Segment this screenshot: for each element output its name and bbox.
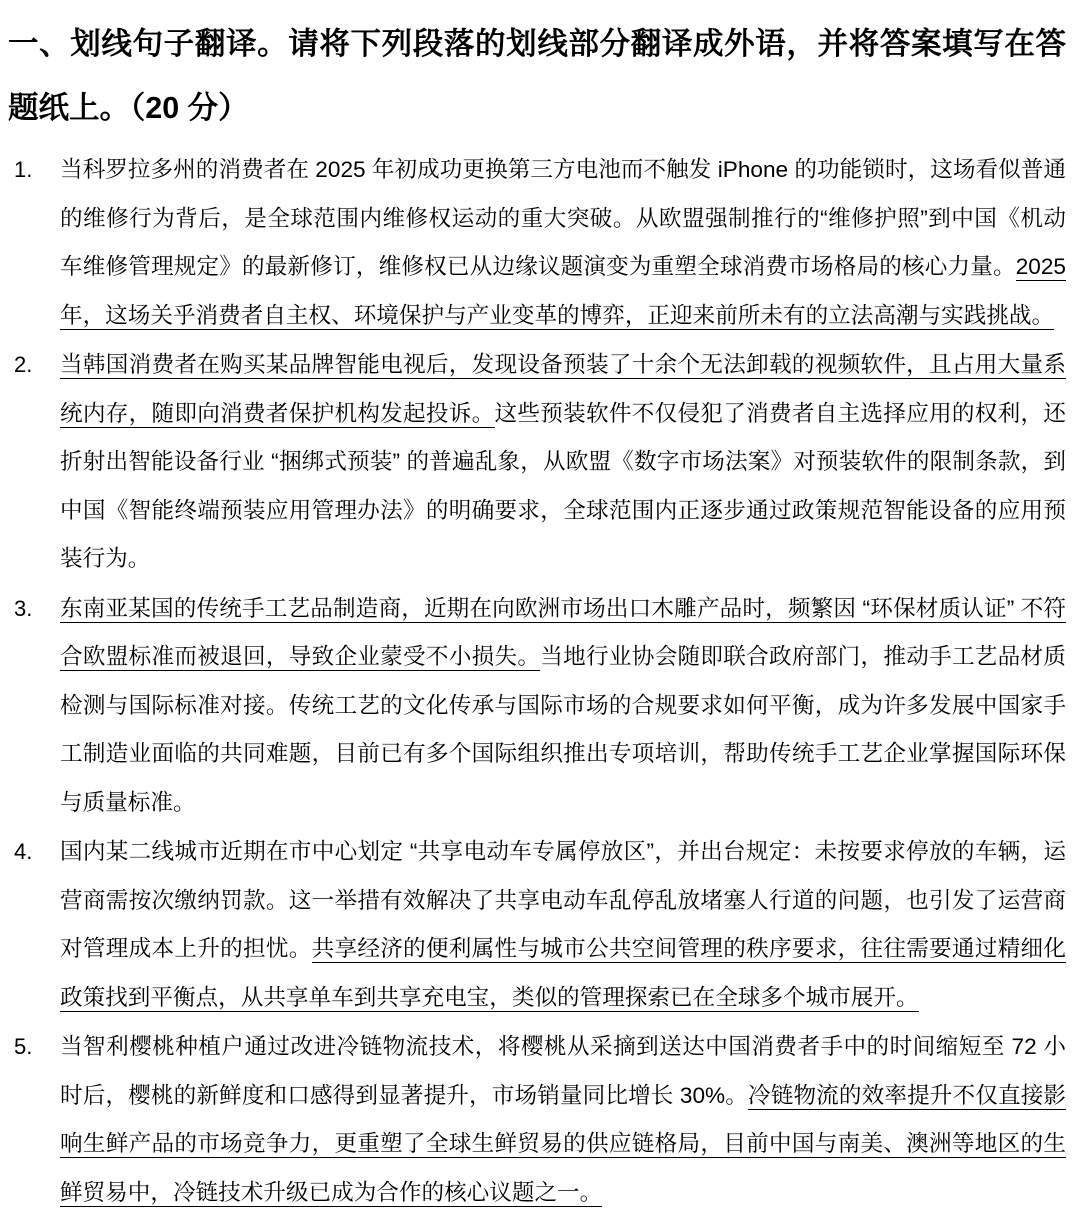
question-item-1 <box>6 146 1066 340</box>
plain-text-before: 当科罗拉多州的消费者在 2025 年初成功更换第三方电池而不触发 iPhone 的功能锁时，这场看似普通的维修行为背后，是全球范围内维修权运动的重大突破。从欧盟强制推行的“维修护照”到中国《机动车维修管理规定》的最新修订，维修权已从边缘议题演变为重塑全球消费市场格局的核心力量。 <box>60 157 1066 279</box>
question-number: 2. <box>14 352 33 377</box>
question-text <box>60 828 1066 1022</box>
underlined-text: 当韩国消费者在购买某品牌智能电视后，发现设备预装了十余个无法卸载的视频软件，且占用大量系统内存，随即向消费者保护机构发起投诉。 <box>60 352 1066 426</box>
question-number: 1. <box>14 157 33 182</box>
question-text <box>60 146 1066 340</box>
plain-text-before: 国内某二线城市近期在市中心划定 “共享电动车专属停放区”，并出台规定：未按要求停放的车辆，运营商需按次缴纳罚款。这一举措有效解决了共享电动车乱停乱放堵塞人行道的问题，也引发了运营商对管理成本上升的担忧。 <box>60 839 1066 961</box>
plain-text-after: 这些预装软件不仅侵犯了消费者自主选择应用的权利，还折射出智能设备行业 “捆绑式预装” 的普遍乱象，从欧盟《数字市场法案》对预装软件的限制条款，到中国《智能终端预装应用管理办法》的明确要求，全球范围内正逐步通过政策规范智能设备的应用预装行为。 <box>60 400 1067 571</box>
question-item-2 <box>6 341 1066 584</box>
underlined-text: 2025 年，这场关乎消费者自主权、环境保护与产业变革的博弈，正迎来前所未有的立法高潮与实践挑战。 <box>60 254 1066 328</box>
question-text <box>60 1023 1066 1217</box>
question-number: 5. <box>14 1034 33 1059</box>
question-list <box>6 146 1066 1217</box>
question-item-4 <box>6 828 1066 1022</box>
question-text <box>60 585 1066 828</box>
plain-text-before: 当智利樱桃种植户通过改进冷链物流技术，将樱桃从采摘到送达中国消费者手中的时间缩短至 72 小时后，樱桃的新鲜度和口感得到显著提升，市场销量同比增长 30%。 <box>60 1034 1066 1108</box>
question-number: 3. <box>14 595 33 621</box>
question-item-3 <box>6 585 1066 828</box>
section-heading: 一、划线句子翻译。请将下列段落的划线部分翻译成外语，并将答案填写在答题纸上。（20 分） <box>8 27 1066 125</box>
plain-text-after: 当地行业协会随即联合政府部门，推动手工艺品材质检测与国际标准对接。传统工艺的文化传承与国际市场的合规要求如何平衡，成为许多发展中国家手工制造业面临的共同难题，目前已有多个国际组织推出专项培训，帮助传统手工艺企业掌握国际环保与质量标准。 <box>60 644 1067 815</box>
question-text <box>60 341 1066 584</box>
question-number: 4. <box>14 839 33 864</box>
underlined-text: 共享经济的便利属性与城市公共空间管理的秩序要求，往往需要通过精细化政策找到平衡点，从共享单车到共享充电宝，类似的管理探索已在全球多个城市展开。 <box>60 936 1067 1010</box>
underlined-text: 冷链物流的效率提升不仅直接影响生鲜产品的市场竞争力，更重塑了全球生鲜贸易的供应链格局，目前中国与南美、澳洲等地区的生鲜贸易中，冷链技术升级已成为合作的核心议题之一。 <box>60 1082 1067 1205</box>
question-item-5 <box>6 1023 1066 1217</box>
underlined-text: 东南亚某国的传统手工艺品制造商，近期在向欧洲市场出口木雕产品时，频繁因 “环保材质认证” 不符合欧盟标准而被退回，导致企业蒙受不小损失。 <box>60 595 1066 669</box>
